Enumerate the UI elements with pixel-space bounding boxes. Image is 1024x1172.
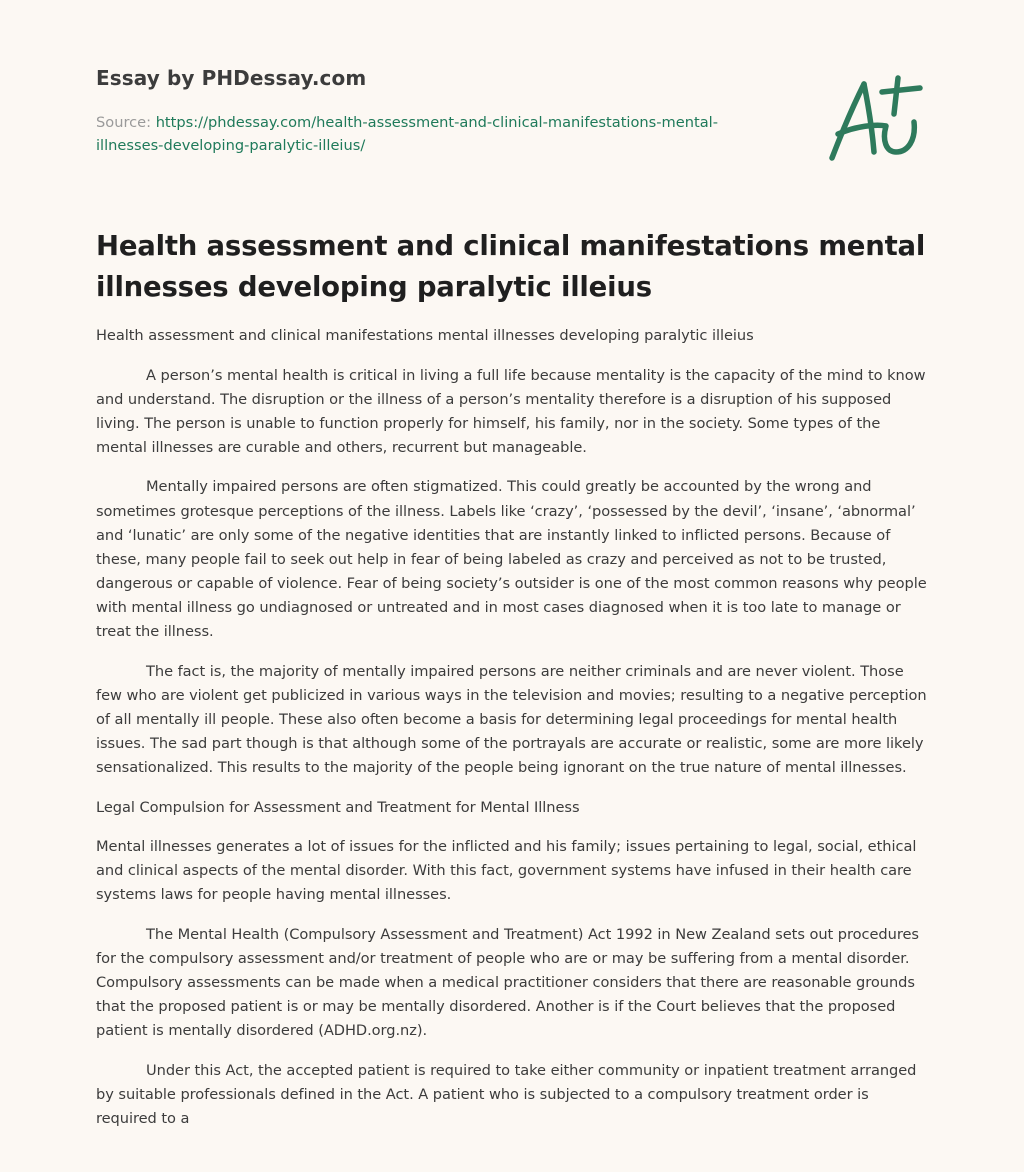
source-line	[96, 111, 756, 157]
essay-paragraph: The fact is, the majority of mentally impaired persons are neither criminals and are never violent. Those few who are violent get publicized in various ways in the television and movies; resulting to a negative perception of all mentally ill people. These also often become a basis for determining legal proceedings for mental health issues. The sad part though is that although some of the portrayals are accurate or realistic, some are more likely sensationalized. This results to the majority of the people being ignorant on the true nature of mental illnesses.	[96, 662, 927, 776]
essay-paragraph: Mentally impaired persons are often stigmatized. This could greatly be accounted by the wrong and sometimes grotesque perceptions of the illness. Labels like ‘crazy’, ‘possessed by the devil’, ‘insane’, ‘abnormal’ and ‘lunatic’ are only some of the negative identities that are instantly linked to inflicted persons. Because of these, many people fail to seek out help in fear of being labeled as crazy and perceived as not to be trusted, dangerous or capable of violence. Fear of being society’s outsider is one of the most common reasons why people with mental illness go undiagnosed or untreated and in most cases diagnosed when it is too late to manage or treat the illness.	[96, 478, 927, 641]
essay-body	[96, 324, 930, 1147]
a-plus-logo-icon	[824, 70, 924, 164]
essay-plain-paragraph: Legal Compulsion for Assessment and Treatment for Mental Illness	[96, 798, 580, 816]
essay-paragraph: A person’s mental health is critical in living a full life because mentality is the capacity of the mind to know and understand. The disruption or the illness of a person’s mentality therefore is a disruption of his supposed living. The person is unable to function properly for himself, his family, nor in the society. Some types of the mental illnesses are curable and others, recurrent but manageable.	[96, 366, 926, 456]
essay-plain-paragraph: Health assessment and clinical manifestations mental illnesses developing paralytic illeius	[96, 327, 754, 344]
essay-plain-paragraph: Mental illnesses generates a lot of issues for the inflicted and his family; issues pertaining to legal, social, ethical and clinical aspects of the mental disorder. With this fact, government systems have infused in their health care systems laws for people having mental illnesses.	[96, 838, 917, 904]
source-label: Source:	[96, 114, 156, 131]
source-link[interactable]: https://phdessay.com/health-assessment-and-clinical-manifestations-mental-illnesses-developing-paralytic-illeius/	[96, 114, 718, 154]
essay-paragraph: Under this Act, the accepted patient is required to take either community or inpatient treatment arranged by suitable professionals defined in the Act. A patient who is subjected to a compulsory treatment order is required to a	[96, 1061, 917, 1128]
page-title: Health assessment and clinical manifestations mental illnesses developing paralytic illeius	[96, 230, 926, 303]
site-brand: Essay by PHDessay.com	[96, 66, 367, 90]
essay-paragraph: The Mental Health (Compulsory Assessment and Treatment) Act 1992 in New Zealand sets out procedures for the compulsory assessment and/or treatment of people who are or may be suffering from a mental disorder. Compulsory assessments can be made when a medical practitioner considers that there are reasonable grounds that the proposed patient is or may be mentally disordered. Another is if the Court believes that the proposed patient is mentally disordered (ADHD.org.nz).	[96, 925, 919, 1040]
